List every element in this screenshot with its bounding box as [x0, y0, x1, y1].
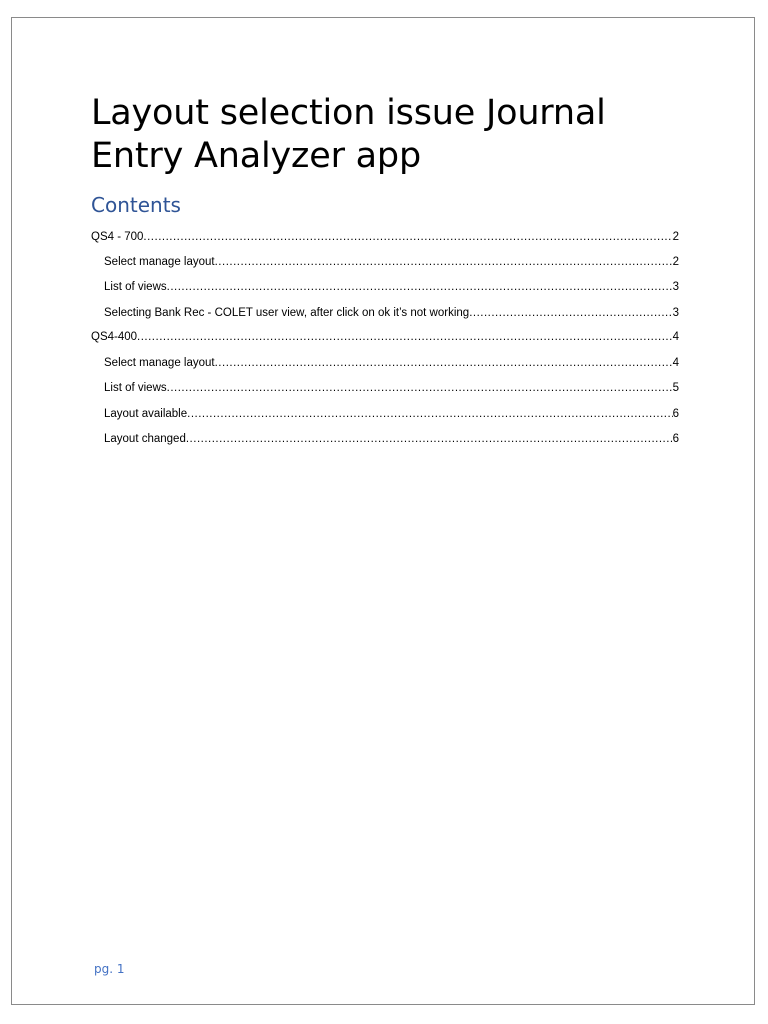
toc-page-number: 4 — [672, 331, 679, 344]
toc-dot-leader — [137, 331, 673, 343]
toc-entry-text: List of views — [104, 382, 167, 395]
toc-dot-leader — [187, 408, 672, 420]
toc-page-number: 4 — [672, 356, 679, 369]
toc-page-number: 6 — [672, 407, 679, 420]
toc-entry-list-of-views[interactable] — [91, 268, 679, 293]
toc-page-number: 6 — [672, 432, 679, 445]
toc-dot-leader — [215, 357, 673, 369]
toc-entry-text: QS4 - 700 — [91, 230, 144, 243]
toc-page-number: 2 — [672, 255, 679, 268]
toc-entry-qs4-400[interactable] — [91, 319, 679, 344]
toc-page-number: 5 — [672, 382, 679, 395]
toc-page-number: 3 — [672, 306, 679, 319]
toc-dot-leader — [167, 281, 673, 293]
toc-page-number: 2 — [672, 230, 679, 243]
table-of-contents — [91, 218, 679, 445]
toc-entry-select-manage-layout-2[interactable] — [91, 343, 679, 368]
toc-entry-text: Select manage layout — [104, 356, 215, 369]
contents-heading: Contents — [91, 193, 181, 217]
toc-dot-leader — [469, 307, 672, 319]
toc-entry-text: Layout available — [104, 407, 188, 420]
footer-page-number: pg. 1 — [94, 962, 125, 976]
toc-entry-selecting-bank-rec[interactable] — [91, 293, 679, 318]
toc-entry-text: Select manage layout — [104, 255, 215, 268]
toc-entry-select-manage-layout[interactable] — [91, 243, 679, 268]
toc-dot-leader — [186, 433, 673, 445]
toc-entry-layout-changed[interactable] — [91, 420, 679, 445]
toc-entry-text: Layout changed — [104, 432, 186, 445]
toc-entry-text: List of views — [104, 281, 167, 294]
toc-dot-leader — [167, 382, 673, 394]
toc-entry-qs4-700[interactable] — [91, 218, 679, 243]
document-title: Layout selection issue Journal Entry Analyzer app — [91, 93, 606, 176]
toc-entry-layout-available[interactable] — [91, 394, 679, 419]
toc-dot-leader — [143, 231, 672, 243]
document-page — [11, 17, 755, 1005]
toc-page-number: 3 — [672, 281, 679, 294]
toc-entry-text: Selecting Bank Rec - COLET user view, after click on ok it’s not working — [104, 306, 470, 319]
toc-dot-leader — [215, 256, 673, 268]
toc-entry-list-of-views-2[interactable] — [91, 369, 679, 394]
toc-entry-text: QS4-400 — [91, 331, 138, 344]
